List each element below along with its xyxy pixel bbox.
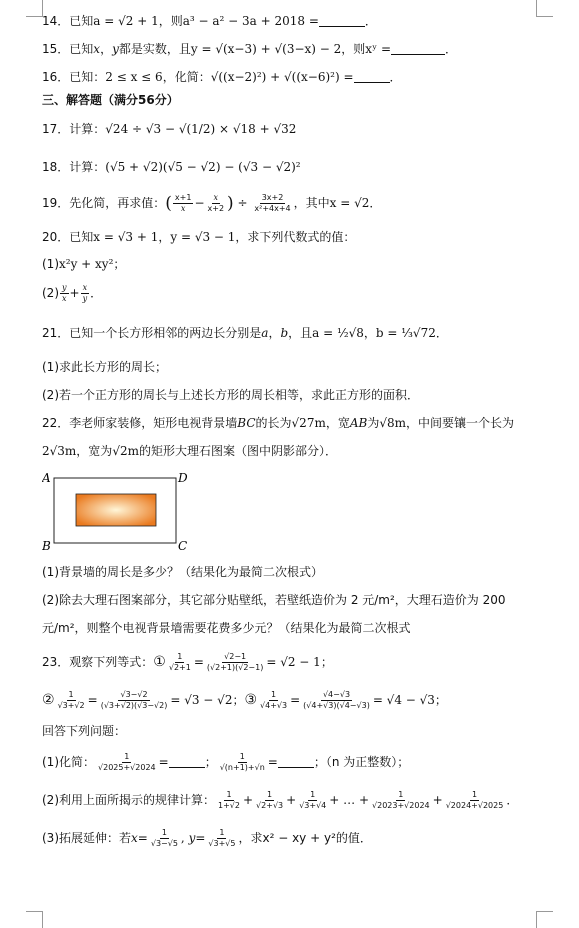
q22-text-a: 22．李老师家装修，矩形电视背景墙 [42, 416, 238, 430]
q20-text: 20．已知 [42, 230, 94, 244]
label-C: C [178, 539, 188, 552]
q23-eq3-fraction-a: $\frac{1}{√4+√3}$ [260, 690, 288, 710]
q22-marble-length: 2√3m [42, 444, 77, 458]
question-21-part-2: (2)若一个正方形的周长与上述长方形的周长相等，求此正方形的面积． [42, 388, 420, 402]
q16-expression: √((x−2)²) + √((x−6)²) = [210, 70, 354, 84]
question-23-line-2: ② $\frac{1}{√3+√2}$ = $\frac{√3-√2}{(√3+√2)(√3-√2)}$ = √3 − √2；③ $\frac{1}{√4+√3}$ = $\frac{√4-√3}{(√4+√3)(√4-√3)}$ = √4 − √3； [42, 690, 447, 710]
q21-b: b [280, 326, 289, 340]
q19-mid: ，其中 [293, 196, 330, 210]
q15-answer-blank[interactable] [391, 54, 445, 55]
q23-p1-fraction-b: $\frac{1}{√(n+1)+√n}$ [219, 752, 265, 772]
q15-end: ． [445, 42, 458, 56]
q14-answer-blank[interactable] [319, 26, 365, 27]
q19-fraction-1 [173, 193, 194, 214]
q20-p1-label: (1) [42, 257, 59, 271]
q23-p1-blank-1[interactable] [169, 767, 205, 768]
q20-fraction-y-over-x: $\frac{y}{x}$ [62, 283, 67, 303]
q23-circle-2: ② [42, 692, 55, 708]
q20-fraction-x-over-y: $\frac{x}{y}$ [82, 283, 88, 303]
q21-mid: ，且 [288, 326, 313, 340]
q16-range: 2 ≤ x ≤ 6 [105, 70, 163, 84]
q19-end: ． [369, 196, 382, 210]
q19-value: x = √2 [329, 196, 370, 210]
question-23-part-1: (1)化简： $\frac{1}{√2025+√2024}$ = ； $\frac{1}{√(n+1)+√n}$ = ；（n 为正整数）； [42, 752, 410, 772]
q23-p2-term-2: $\frac{1}{√2+√3}$ [256, 790, 284, 810]
question-18 [42, 158, 301, 176]
q23-p3-x-fraction: $\frac{1}{√3-√5}$ [150, 828, 178, 848]
q23-p2-term-3: $\frac{1}{√3+√4}$ [299, 790, 327, 810]
q23-eq1-fraction-a: $\frac{1}{√2+1}$ [168, 652, 191, 672]
q22-text-b: 的长为 [255, 416, 292, 430]
question-22-part-2-b: 元/m²，则整个电视背景墙需要花费多少元？（结果化为最简二次根式 [42, 621, 411, 635]
q19-text: 19．先化简，再求值： [42, 196, 166, 210]
q14-end: ． [364, 14, 377, 28]
q16-end: ． [389, 70, 402, 84]
q23-p3-y-fraction: $\frac{1}{√3+√5}$ [208, 828, 236, 848]
q23-eq3-result: = √4 − √3； [372, 693, 447, 707]
question-20-part-2: (2) $\frac{y}{x}$ + $\frac{x}{y}$ ． [42, 283, 103, 303]
question-23-part-2: (2)利用上面所揭示的规律计算： $\frac{1}{1+√2}$ + $\frac{1}{√2+√3}$ + $\frac{1}{√3+√4}$ + … + $\frac{1}{√2023+√2024}$ + $\frac{1}{√2024+√2025}$ ． [42, 790, 519, 810]
q21-sep2: ， [363, 326, 376, 340]
q21-a: a [261, 326, 269, 340]
q20-x-value: x = √3 + 1 [93, 230, 159, 244]
corner-mark-top-right [536, 0, 553, 17]
section-heading: 三、解答题（满分56分） [42, 93, 179, 107]
q20-p2-label: (2) [42, 286, 59, 300]
corner-mark-bottom-right [536, 911, 553, 928]
q22-bc: BC [237, 416, 256, 430]
q19-f1-den: x [180, 204, 186, 213]
q15-equation: y = √(x−3) + √(3−x) − 2 [190, 42, 342, 56]
q22-text-f: ，宽为 [76, 444, 113, 458]
q23-p1-end: ；（n 为正整数）； [313, 755, 410, 769]
q19-f3-num: 3x+2 [261, 193, 284, 202]
q21-b-value: b = ⅓√72 [375, 326, 436, 340]
q21-a-value: a = ½√8 [312, 326, 364, 340]
q22-text-g: 的矩形大理石图案（图中阴影部分）． [138, 444, 337, 458]
q21-text: 21．已知一个长方形相邻的两边长分别是 [42, 326, 262, 340]
q23-p1-fraction-a: $\frac{1}{√2025+√2024}$ [98, 752, 156, 772]
label-B: B [42, 539, 51, 552]
q19-fraction-2 [206, 193, 227, 214]
q21-end: ． [435, 326, 448, 340]
q21-sep1: ， [268, 326, 281, 340]
q20-post: ，求下列代数式的值： [235, 230, 356, 244]
question-20 [42, 228, 355, 246]
q15-sep: ， [100, 42, 113, 56]
question-20-part-1 [42, 255, 125, 273]
q19-fraction-3 [252, 193, 292, 214]
q23-text: 23．观察下列等式： [42, 655, 154, 669]
question-17 [42, 120, 296, 138]
q14-text: 14．已知 [42, 14, 94, 28]
q20-p2-end: ． [90, 286, 103, 300]
question-22-part-1: (1)背景墙的周长是多少？（结果化为最简二次根式） [42, 565, 324, 579]
q23-eq3-fraction-b: $\frac{√4-√3}{(√4+√3)(√4-√3)}$ [303, 690, 370, 710]
corner-mark-top-left [26, 0, 43, 17]
q16-mid: ，化简： [162, 70, 211, 84]
q18-expression: (√5 + √2)(√5 − √2) − (√3 − √2)² [105, 160, 301, 174]
question-23-ask: 回答下列问题： [42, 724, 127, 738]
q23-p3-label: (3)拓展延伸：若 [42, 831, 131, 845]
q15-x: x [93, 42, 101, 56]
q23-p2-term-n1: $\frac{1}{√2023+√2024}$ [372, 790, 430, 810]
q19-f2-num: x [213, 193, 219, 202]
q23-p3-end: ，求x² − xy + y²的值． [238, 831, 372, 845]
question-22-part-2-a: (2)除去大理石图案部分，其它部分贴壁纸，若壁纸造价为 2 元/m²，大理石造价为 200 [42, 593, 506, 607]
label-D: D [178, 471, 188, 485]
q20-p1-end: ； [113, 257, 126, 271]
q22-text-c: ，宽 [325, 416, 350, 430]
q23-p1-blank-2[interactable] [278, 767, 314, 768]
q23-eq1-fraction-b: $\frac{√2-1}{(√2+1)(√2-1)}$ [206, 652, 264, 672]
q23-circle-1: ① [153, 654, 166, 670]
q15-mid1: 都是实数，且 [118, 42, 191, 56]
question-22-line-2 [42, 442, 337, 460]
question-19: 19．先化简，再求值：( $\frac{x+1}{x}$ − $\frac{x}{x+2}$ ) ÷ $\frac{3x+2}{\text{x²+4x+4}}$ ，其中x = √2． [42, 193, 382, 214]
q19-f2-den: x+2 [207, 204, 225, 213]
q23-p2-label: (2)利用上面所揭示的规律计算： [42, 793, 215, 807]
q20-p1-expression: x²y + xy² [59, 257, 114, 271]
q22-ab: AB [349, 416, 368, 430]
q23-p1-label: (1)化简： [42, 755, 95, 769]
q22-text-d: 为 [367, 416, 380, 430]
q15-expression: xʸ = [365, 42, 392, 56]
q20-y-value: y = √3 − 1 [170, 230, 236, 244]
q22-marble-width: √2m [112, 444, 139, 458]
q19-f3-den: x²+4x+4 [254, 204, 291, 213]
q14-mid: ，则 [158, 14, 183, 28]
q23-eq2-fraction-b: $\frac{√3-√2}{(√3+√2)(√3-√2)}$ [100, 690, 168, 710]
q14-given: a = √2 + 1 [93, 14, 159, 28]
question-15 [42, 40, 457, 58]
q23-circle-3: ③ [244, 692, 258, 708]
question-14 [42, 12, 377, 30]
question-21 [42, 324, 448, 342]
q16-text: 16．已知： [42, 70, 106, 84]
q16-answer-blank[interactable] [354, 82, 390, 83]
q19-f1-num: x+1 [174, 193, 192, 202]
q22-width: √8m [379, 416, 407, 430]
q23-p2-term-n: $\frac{1}{√2024+√2025}$ [445, 790, 504, 810]
question-16 [42, 68, 402, 86]
corner-mark-bottom-left [26, 911, 43, 928]
tv-wall-figure [42, 470, 202, 552]
q23-eq2-fraction-a: $\frac{1}{√3+√2}$ [57, 690, 85, 710]
q15-y: y [112, 42, 119, 56]
q23-eq1-result: = √2 − 1； [266, 655, 333, 669]
q23-eq2-result: = √3 − √2； [170, 693, 245, 707]
question-21-part-1: (1)求此长方形的周长； [42, 360, 167, 374]
question-22-line-1 [42, 414, 514, 432]
q23-p2-term-1: $\frac{1}{1+√2}$ [218, 790, 240, 810]
q17-expression: √24 ÷ √3 − √(1/2) × √18 + √32 [105, 122, 297, 136]
q15-mid2: ，则 [341, 42, 366, 56]
q18-text: 18．计算： [42, 160, 106, 174]
question-23-part-3: (3)拓展延伸：若x= $\frac{1}{√3-√5}$ , y= $\frac{1}{√3+√5}$ ，求x² − xy + y²的值． [42, 828, 372, 848]
q14-expression: a³ − a² − 3a + 2018 = [182, 14, 319, 28]
q15-text: 15．已知 [42, 42, 94, 56]
label-A: A [42, 471, 51, 485]
q22-text-e: ，中间要镶一个长为 [406, 416, 515, 430]
q20-sep: ， [158, 230, 171, 244]
question-23-line-1: 23．观察下列等式：① $\frac{1}{√2+1}$ = $\frac{√2-1}{(√2+1)(√2-1)}$ = √2 − 1； [42, 652, 333, 672]
marble-rectangle [76, 494, 156, 526]
q17-text: 17．计算： [42, 122, 106, 136]
q22-length: √27m [291, 416, 326, 430]
